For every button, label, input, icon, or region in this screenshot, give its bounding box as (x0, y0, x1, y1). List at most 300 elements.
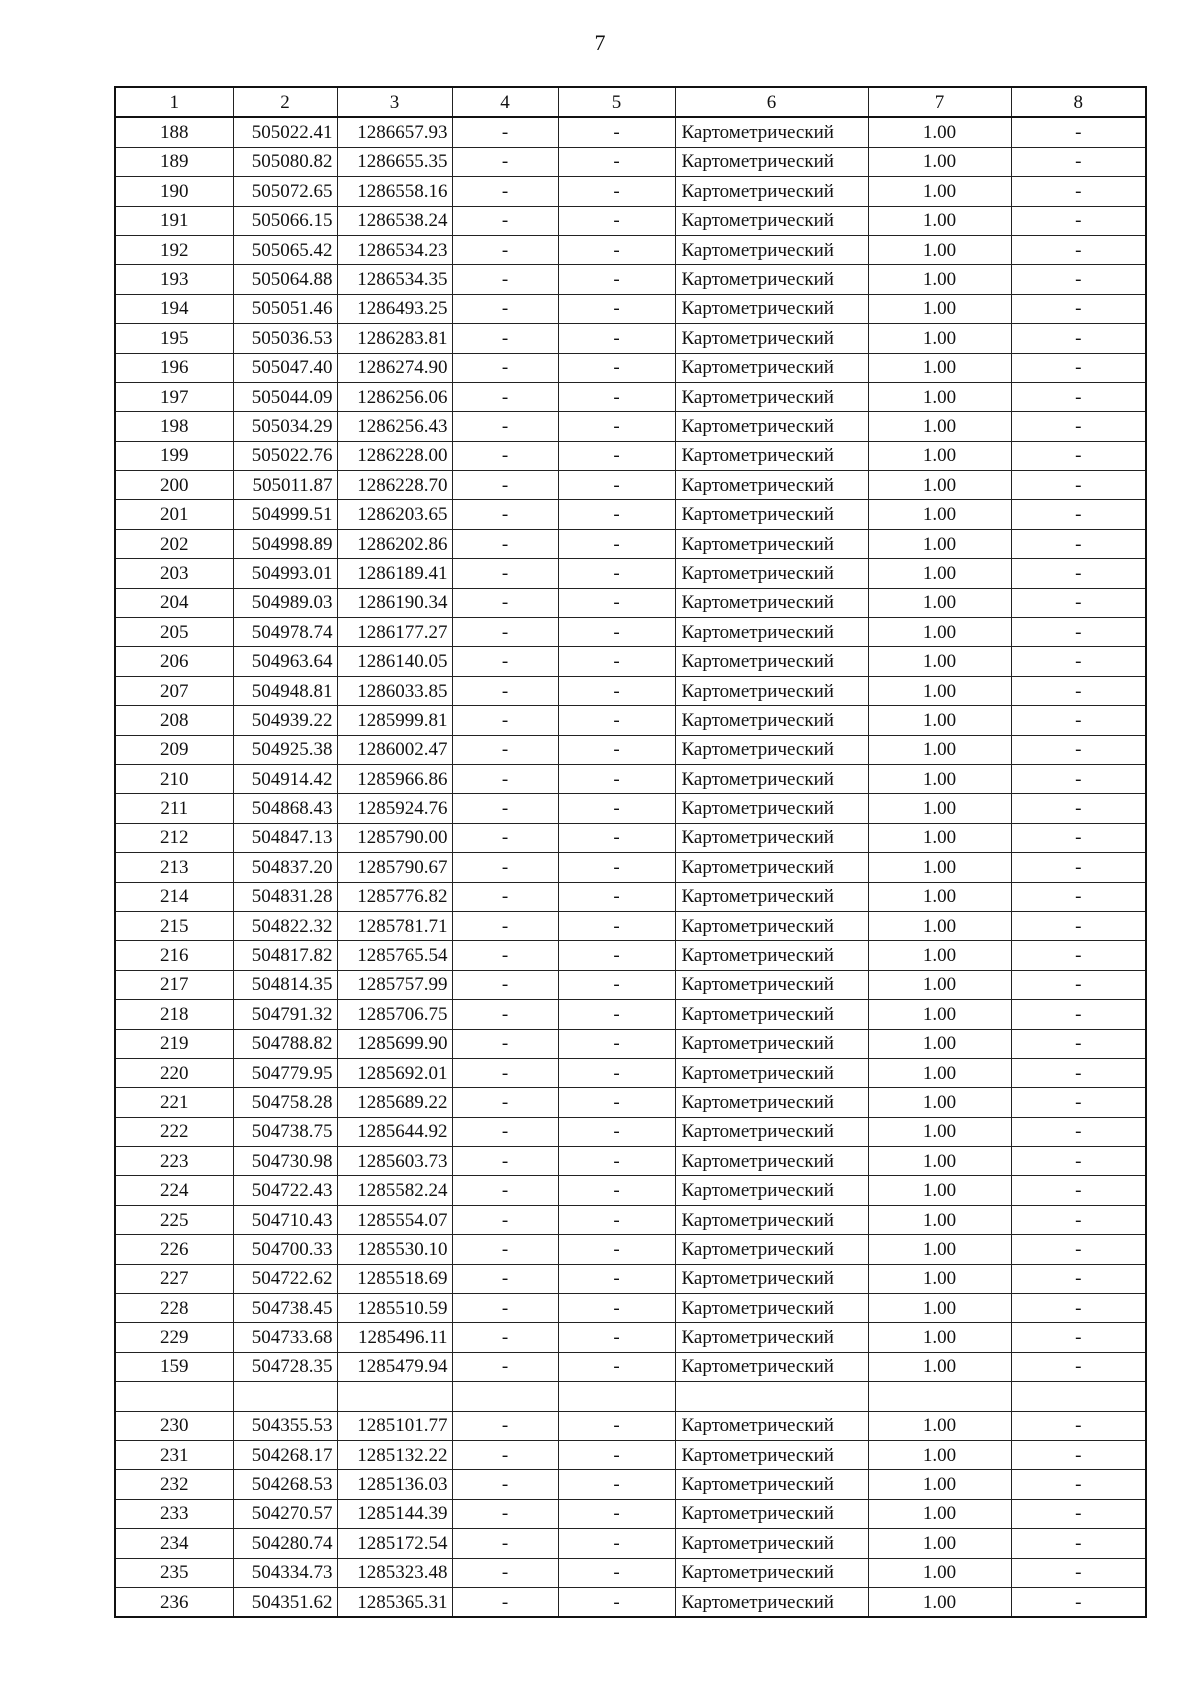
column-8-cell: - (1011, 1558, 1146, 1587)
column-8-cell: - (1011, 206, 1146, 235)
y-coordinate-cell: 1286140.05 (337, 647, 452, 676)
method-cell: Картометрический (675, 1499, 868, 1528)
table-row (115, 1587, 1146, 1617)
method-cell: Картометрический (675, 206, 868, 235)
column-4-cell: - (452, 882, 558, 911)
accuracy-cell: 1.00 (868, 353, 1011, 382)
y-coordinate-cell: 1285644.92 (337, 1117, 452, 1146)
column-header: 8 (1011, 87, 1146, 117)
column-5-cell: - (558, 941, 675, 970)
method-cell: Картометрический (675, 235, 868, 264)
point-number-cell: 233 (115, 1499, 233, 1528)
accuracy-cell: 1.00 (868, 1323, 1011, 1352)
column-8-cell: - (1011, 1029, 1146, 1058)
point-number-cell: 195 (115, 324, 233, 353)
method-cell: Картометрический (675, 559, 868, 588)
column-5-cell: - (558, 1587, 675, 1617)
x-coordinate-cell: 504788.82 (233, 1029, 337, 1058)
y-coordinate-cell: 1286189.41 (337, 559, 452, 588)
point-number-cell: 206 (115, 647, 233, 676)
accuracy-cell (868, 1382, 1011, 1411)
column-5-cell: - (558, 1294, 675, 1323)
accuracy-cell: 1.00 (868, 471, 1011, 500)
column-8-cell: - (1011, 941, 1146, 970)
accuracy-cell: 1.00 (868, 706, 1011, 735)
x-coordinate-cell: 504268.17 (233, 1440, 337, 1469)
method-cell: Картометрический (675, 764, 868, 793)
column-8-cell: - (1011, 529, 1146, 558)
column-8-cell: - (1011, 382, 1146, 411)
column-4-cell: - (452, 1558, 558, 1587)
point-number-cell: 217 (115, 970, 233, 999)
method-cell: Картометрический (675, 1147, 868, 1176)
point-number-cell: 210 (115, 764, 233, 793)
y-coordinate-cell: 1286274.90 (337, 353, 452, 382)
x-coordinate-cell: 504939.22 (233, 706, 337, 735)
column-4-cell: - (452, 500, 558, 529)
method-cell: Картометрический (675, 1088, 868, 1117)
x-coordinate-cell: 504733.68 (233, 1323, 337, 1352)
table-row (115, 412, 1146, 441)
column-4-cell: - (452, 764, 558, 793)
column-8-cell: - (1011, 1058, 1146, 1087)
column-8-cell: - (1011, 735, 1146, 764)
accuracy-cell: 1.00 (868, 764, 1011, 793)
method-cell: Картометрический (675, 500, 868, 529)
x-coordinate-cell: 504993.01 (233, 559, 337, 588)
x-coordinate-cell (233, 1382, 337, 1411)
y-coordinate-cell: 1286033.85 (337, 676, 452, 705)
point-number-cell: 219 (115, 1029, 233, 1058)
accuracy-cell: 1.00 (868, 500, 1011, 529)
y-coordinate-cell: 1285518.69 (337, 1264, 452, 1293)
column-8-cell: - (1011, 559, 1146, 588)
point-number-cell: 220 (115, 1058, 233, 1087)
accuracy-cell: 1.00 (868, 794, 1011, 823)
column-8-cell: - (1011, 1587, 1146, 1617)
column-5-cell: - (558, 382, 675, 411)
table-row (115, 1529, 1146, 1558)
point-number-cell (115, 1382, 233, 1411)
column-4-cell: - (452, 1000, 558, 1029)
method-cell: Картометрический (675, 1205, 868, 1234)
method-cell: Картометрический (675, 588, 868, 617)
method-cell: Картометрический (675, 794, 868, 823)
column-8-cell: - (1011, 1470, 1146, 1499)
method-cell: Картометрический (675, 529, 868, 558)
table-row (115, 764, 1146, 793)
point-number-cell: 198 (115, 412, 233, 441)
column-5-cell: - (558, 1323, 675, 1352)
column-4-cell: - (452, 382, 558, 411)
x-coordinate-cell: 504700.33 (233, 1235, 337, 1264)
x-coordinate-cell: 504999.51 (233, 500, 337, 529)
column-8-cell: - (1011, 1117, 1146, 1146)
y-coordinate-cell: 1285999.81 (337, 706, 452, 735)
column-4-cell: - (452, 117, 558, 147)
column-5-cell: - (558, 412, 675, 441)
column-4-cell: - (452, 588, 558, 617)
x-coordinate-cell: 504779.95 (233, 1058, 337, 1087)
y-coordinate-cell: 1285692.01 (337, 1058, 452, 1087)
table-row (115, 618, 1146, 647)
accuracy-cell: 1.00 (868, 1147, 1011, 1176)
point-number-cell: 221 (115, 1088, 233, 1117)
column-8-cell: - (1011, 1235, 1146, 1264)
column-8-cell: - (1011, 1499, 1146, 1528)
column-5-cell: - (558, 1147, 675, 1176)
accuracy-cell: 1.00 (868, 676, 1011, 705)
column-4-cell: - (452, 941, 558, 970)
accuracy-cell: 1.00 (868, 1235, 1011, 1264)
column-4-cell: - (452, 647, 558, 676)
x-coordinate-cell: 504268.53 (233, 1470, 337, 1499)
column-5-cell: - (558, 1000, 675, 1029)
method-cell: Картометрический (675, 1411, 868, 1440)
column-5-cell: - (558, 1499, 675, 1528)
column-8-cell: - (1011, 764, 1146, 793)
column-5-cell: - (558, 1029, 675, 1058)
method-cell: Картометрический (675, 177, 868, 206)
accuracy-cell: 1.00 (868, 147, 1011, 176)
column-4-cell: - (452, 1440, 558, 1469)
method-cell: Картометрический (675, 1440, 868, 1469)
table-row (115, 1000, 1146, 1029)
y-coordinate-cell: 1285101.77 (337, 1411, 452, 1440)
x-coordinate-cell: 505036.53 (233, 324, 337, 353)
accuracy-cell: 1.00 (868, 618, 1011, 647)
y-coordinate-cell: 1285924.76 (337, 794, 452, 823)
column-5-cell: - (558, 529, 675, 558)
x-coordinate-cell: 504847.13 (233, 823, 337, 852)
point-number-cell: 226 (115, 1235, 233, 1264)
x-coordinate-cell: 504914.42 (233, 764, 337, 793)
point-number-cell: 208 (115, 706, 233, 735)
point-number-cell: 222 (115, 1117, 233, 1146)
y-coordinate-cell: 1285582.24 (337, 1176, 452, 1205)
column-4-cell: - (452, 794, 558, 823)
column-5-cell: - (558, 1117, 675, 1146)
table-row (115, 1411, 1146, 1440)
table-row (115, 1117, 1146, 1146)
method-cell: Картометрический (675, 941, 868, 970)
column-5-cell: - (558, 676, 675, 705)
column-8-cell: - (1011, 853, 1146, 882)
method-cell: Картометрический (675, 382, 868, 411)
y-coordinate-cell: 1286657.93 (337, 117, 452, 147)
column-header: 1 (115, 87, 233, 117)
point-number-cell: 204 (115, 588, 233, 617)
column-header: 2 (233, 87, 337, 117)
column-header: 4 (452, 87, 558, 117)
table-row (115, 559, 1146, 588)
column-8-cell: - (1011, 1294, 1146, 1323)
column-5-cell: - (558, 1235, 675, 1264)
table-row (115, 1058, 1146, 1087)
accuracy-cell: 1.00 (868, 1058, 1011, 1087)
y-coordinate-cell: 1285699.90 (337, 1029, 452, 1058)
y-coordinate-cell: 1285765.54 (337, 941, 452, 970)
method-cell: Картометрический (675, 1000, 868, 1029)
x-coordinate-cell: 504925.38 (233, 735, 337, 764)
column-4-cell: - (452, 1352, 558, 1381)
table-row (115, 206, 1146, 235)
accuracy-cell: 1.00 (868, 1411, 1011, 1440)
point-number-cell: 218 (115, 1000, 233, 1029)
table-row (115, 735, 1146, 764)
column-8-cell: - (1011, 471, 1146, 500)
accuracy-cell: 1.00 (868, 970, 1011, 999)
x-coordinate-cell: 504758.28 (233, 1088, 337, 1117)
point-number-cell: 192 (115, 235, 233, 264)
column-8-cell: - (1011, 117, 1146, 147)
accuracy-cell: 1.00 (868, 559, 1011, 588)
table-row (115, 147, 1146, 176)
accuracy-cell: 1.00 (868, 529, 1011, 558)
point-number-cell: 230 (115, 1411, 233, 1440)
method-cell: Картометрический (675, 412, 868, 441)
accuracy-cell: 1.00 (868, 1176, 1011, 1205)
y-coordinate-cell: 1285323.48 (337, 1558, 452, 1587)
table-row (115, 1235, 1146, 1264)
column-4-cell: - (452, 1147, 558, 1176)
column-5-cell: - (558, 764, 675, 793)
table-row (115, 882, 1146, 911)
column-8-cell: - (1011, 618, 1146, 647)
y-coordinate-cell: 1285479.94 (337, 1352, 452, 1381)
method-cell: Картометрический (675, 882, 868, 911)
column-4-cell: - (452, 676, 558, 705)
point-number-cell: 201 (115, 500, 233, 529)
method-cell: Картометрический (675, 294, 868, 323)
column-5-cell: - (558, 1470, 675, 1499)
column-5-cell: - (558, 794, 675, 823)
point-number-cell: 159 (115, 1352, 233, 1381)
method-cell: Картометрический (675, 265, 868, 294)
point-number-cell: 193 (115, 265, 233, 294)
column-8-cell: - (1011, 647, 1146, 676)
table-row (115, 294, 1146, 323)
point-number-cell: 232 (115, 1470, 233, 1499)
table-row (115, 1205, 1146, 1234)
method-cell: Картометрический (675, 1352, 868, 1381)
point-number-cell: 189 (115, 147, 233, 176)
point-number-cell: 236 (115, 1587, 233, 1617)
point-number-cell: 200 (115, 471, 233, 500)
y-coordinate-cell: 1286493.25 (337, 294, 452, 323)
method-cell (675, 1382, 868, 1411)
point-number-cell: 207 (115, 676, 233, 705)
accuracy-cell: 1.00 (868, 1529, 1011, 1558)
column-8-cell: - (1011, 324, 1146, 353)
column-4-cell: - (452, 265, 558, 294)
table-body (115, 117, 1146, 1617)
x-coordinate-cell: 505065.42 (233, 235, 337, 264)
table-row (115, 1294, 1146, 1323)
column-8-cell: - (1011, 1529, 1146, 1558)
column-4-cell: - (452, 1205, 558, 1234)
column-header: 7 (868, 87, 1011, 117)
accuracy-cell: 1.00 (868, 1000, 1011, 1029)
accuracy-cell: 1.00 (868, 1587, 1011, 1617)
column-5-cell: - (558, 588, 675, 617)
column-5-cell: - (558, 235, 675, 264)
method-cell: Картометрический (675, 324, 868, 353)
column-4-cell: - (452, 441, 558, 470)
column-5-cell: - (558, 265, 675, 294)
table-row (115, 794, 1146, 823)
point-number-cell: 224 (115, 1176, 233, 1205)
point-number-cell: 203 (115, 559, 233, 588)
column-5-cell: - (558, 353, 675, 382)
column-4-cell: - (452, 294, 558, 323)
column-5-cell: - (558, 853, 675, 882)
point-number-cell: 234 (115, 1529, 233, 1558)
column-5-cell: - (558, 1440, 675, 1469)
column-header: 5 (558, 87, 675, 117)
column-5-cell: - (558, 706, 675, 735)
accuracy-cell: 1.00 (868, 1088, 1011, 1117)
column-5-cell: - (558, 970, 675, 999)
column-4-cell: - (452, 529, 558, 558)
table-row (115, 911, 1146, 940)
method-cell: Картометрический (675, 618, 868, 647)
column-4-cell: - (452, 353, 558, 382)
column-5-cell: - (558, 911, 675, 940)
x-coordinate-cell: 504738.45 (233, 1294, 337, 1323)
table-row (115, 1176, 1146, 1205)
y-coordinate-cell (337, 1382, 452, 1411)
x-coordinate-cell: 504822.32 (233, 911, 337, 940)
column-5-cell: - (558, 441, 675, 470)
y-coordinate-cell: 1286256.43 (337, 412, 452, 441)
y-coordinate-cell: 1286228.70 (337, 471, 452, 500)
x-coordinate-cell: 504355.53 (233, 1411, 337, 1440)
column-8-cell: - (1011, 970, 1146, 999)
accuracy-cell: 1.00 (868, 177, 1011, 206)
column-5-cell: - (558, 1352, 675, 1381)
method-cell: Картометрический (675, 353, 868, 382)
column-4-cell: - (452, 853, 558, 882)
column-4-cell: - (452, 1029, 558, 1058)
point-number-cell: 215 (115, 911, 233, 940)
point-number-cell: 235 (115, 1558, 233, 1587)
column-8-cell: - (1011, 500, 1146, 529)
accuracy-cell: 1.00 (868, 382, 1011, 411)
column-5-cell: - (558, 618, 675, 647)
accuracy-cell: 1.00 (868, 941, 1011, 970)
method-cell: Картометрический (675, 706, 868, 735)
column-8-cell: - (1011, 911, 1146, 940)
accuracy-cell: 1.00 (868, 588, 1011, 617)
table-row (115, 1352, 1146, 1381)
y-coordinate-cell: 1286534.23 (337, 235, 452, 264)
table-row (115, 500, 1146, 529)
column-5-cell: - (558, 294, 675, 323)
method-cell: Картометрический (675, 1323, 868, 1352)
point-number-cell: 188 (115, 117, 233, 147)
x-coordinate-cell: 505051.46 (233, 294, 337, 323)
method-cell: Картометрический (675, 1235, 868, 1264)
point-number-cell: 214 (115, 882, 233, 911)
accuracy-cell: 1.00 (868, 735, 1011, 764)
point-number-cell: 190 (115, 177, 233, 206)
point-number-cell: 213 (115, 853, 233, 882)
point-number-cell: 228 (115, 1294, 233, 1323)
y-coordinate-cell: 1285144.39 (337, 1499, 452, 1528)
column-4-cell: - (452, 235, 558, 264)
y-coordinate-cell: 1286177.27 (337, 618, 452, 647)
x-coordinate-cell: 504817.82 (233, 941, 337, 970)
column-4-cell: - (452, 1058, 558, 1087)
method-cell: Картометрический (675, 1558, 868, 1587)
column-5-cell: - (558, 1529, 675, 1558)
accuracy-cell: 1.00 (868, 1440, 1011, 1469)
accuracy-cell: 1.00 (868, 911, 1011, 940)
table-row (115, 1499, 1146, 1528)
x-coordinate-cell: 505022.76 (233, 441, 337, 470)
table-row (115, 1382, 1146, 1411)
x-coordinate-cell: 505044.09 (233, 382, 337, 411)
x-coordinate-cell: 505066.15 (233, 206, 337, 235)
accuracy-cell: 1.00 (868, 1117, 1011, 1146)
y-coordinate-cell: 1286534.35 (337, 265, 452, 294)
accuracy-cell: 1.00 (868, 294, 1011, 323)
y-coordinate-cell: 1285781.71 (337, 911, 452, 940)
y-coordinate-cell: 1286190.34 (337, 588, 452, 617)
column-5-cell (558, 1382, 675, 1411)
point-number-cell: 191 (115, 206, 233, 235)
column-4-cell: - (452, 177, 558, 206)
column-8-cell: - (1011, 794, 1146, 823)
x-coordinate-cell: 504978.74 (233, 618, 337, 647)
column-5-cell: - (558, 882, 675, 911)
point-number-cell: 216 (115, 941, 233, 970)
table-row (115, 1264, 1146, 1293)
x-coordinate-cell: 504868.43 (233, 794, 337, 823)
table-row (115, 588, 1146, 617)
method-cell: Картометрический (675, 1117, 868, 1146)
y-coordinate-cell: 1286002.47 (337, 735, 452, 764)
x-coordinate-cell: 504814.35 (233, 970, 337, 999)
method-cell: Картометрический (675, 1529, 868, 1558)
method-cell: Картометрический (675, 471, 868, 500)
method-cell: Картометрический (675, 1176, 868, 1205)
column-8-cell: - (1011, 294, 1146, 323)
table-row (115, 970, 1146, 999)
x-coordinate-cell: 504989.03 (233, 588, 337, 617)
column-4-cell: - (452, 735, 558, 764)
column-8-cell: - (1011, 441, 1146, 470)
column-4-cell: - (452, 1117, 558, 1146)
method-cell: Картометрический (675, 1264, 868, 1293)
y-coordinate-cell: 1285136.03 (337, 1470, 452, 1499)
x-coordinate-cell: 504728.35 (233, 1352, 337, 1381)
method-cell: Картометрический (675, 1029, 868, 1058)
y-coordinate-cell: 1285132.22 (337, 1440, 452, 1469)
method-cell: Картометрический (675, 441, 868, 470)
x-coordinate-cell: 504948.81 (233, 676, 337, 705)
column-8-cell: - (1011, 235, 1146, 264)
accuracy-cell: 1.00 (868, 1029, 1011, 1058)
table-row (115, 117, 1146, 147)
column-8-cell: - (1011, 1323, 1146, 1352)
column-5-cell: - (558, 147, 675, 176)
point-number-cell: 194 (115, 294, 233, 323)
accuracy-cell: 1.00 (868, 1264, 1011, 1293)
method-cell: Картометрический (675, 1587, 868, 1617)
column-8-cell: - (1011, 1000, 1146, 1029)
